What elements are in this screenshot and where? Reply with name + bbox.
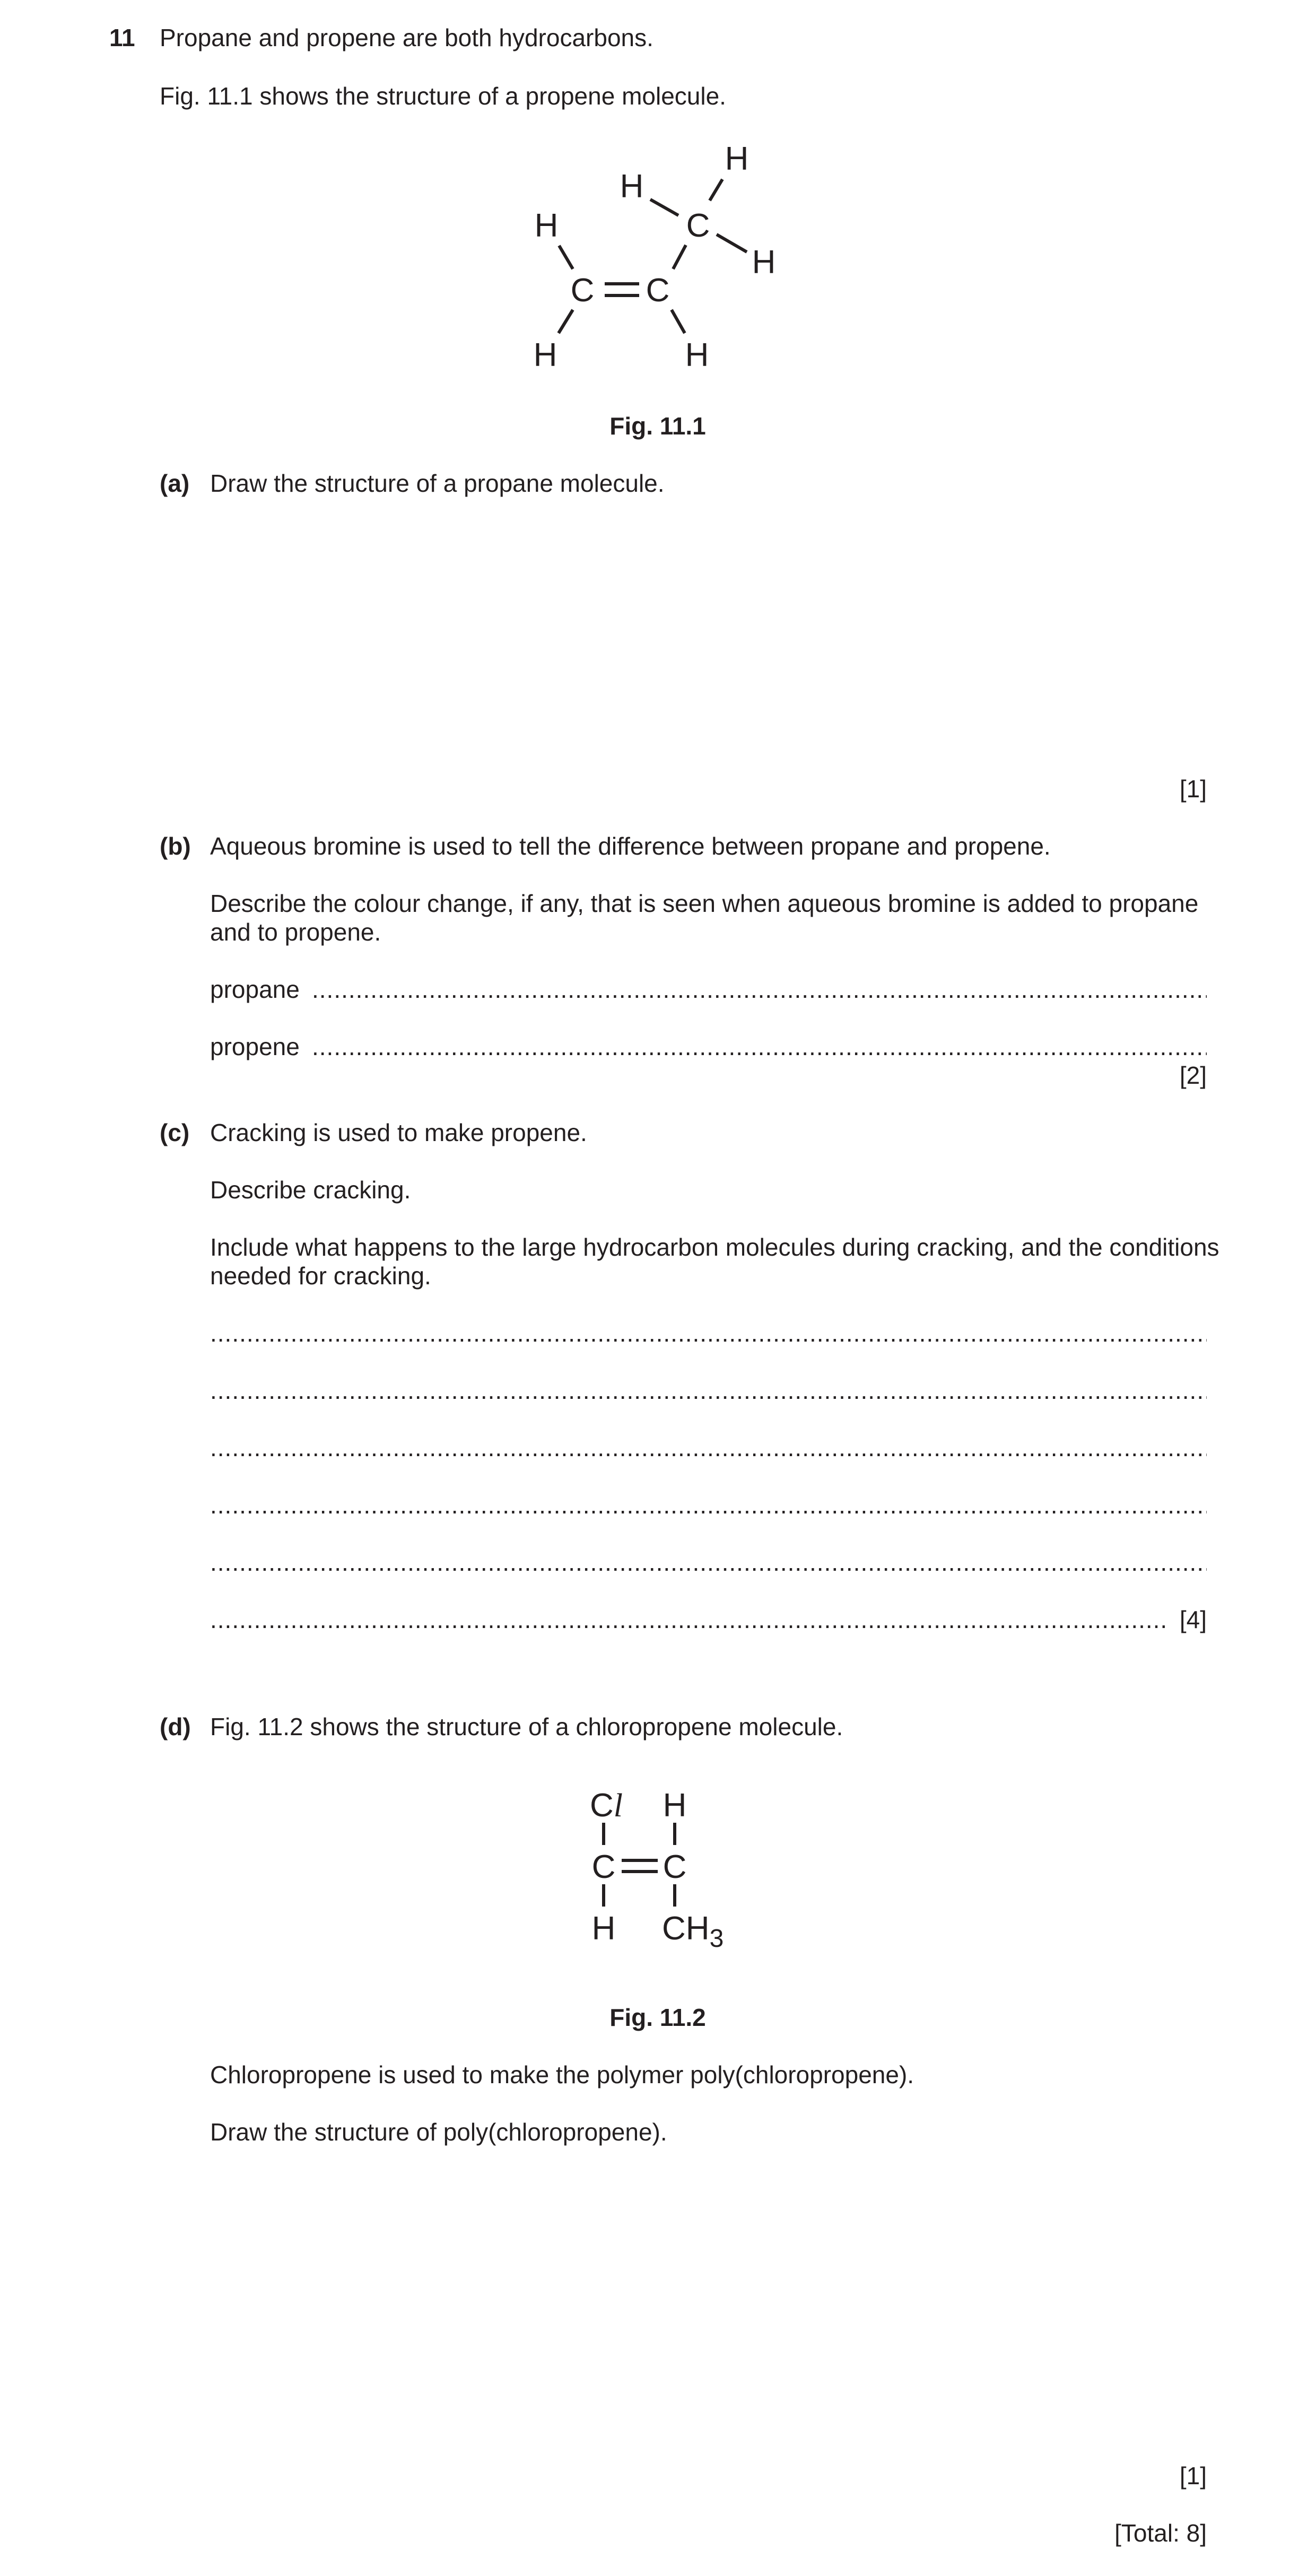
methyl-ch: CH [662,1910,710,1947]
hydrogen-right: H [752,244,776,281]
fig2-caption: Fig. 11.2 [609,2004,706,2031]
carbon-2: C [646,272,670,309]
part-c-text: Cracking is used to make propene. [210,1119,587,1146]
methyl-subscript: 3 [709,1925,724,1953]
part-d-text2: Chloropropene is used to make the polymer poly(chloropropene). [210,2061,914,2088]
part-d-label: (d) [160,1713,191,1740]
question-intro: Propane and propene are both hydrocarbons. [160,24,653,51]
hydrogen-top: H [663,1787,687,1824]
answer-label-propene: propene [210,1033,300,1060]
answer-line-c6[interactable] [210,1605,1165,1634]
part-b-text2-line2: and to propene. [210,918,381,946]
fig1-intro: Fig. 11.1 shows the structure of a propene molecule. [160,82,726,110]
part-c-text3-line2: needed for cracking. [210,1262,431,1290]
part-c-text2: Describe cracking. [210,1176,411,1204]
methyl-group [662,1910,724,1953]
part-c-text3-line1: Include what happens to the large hydrocarbon molecules during cracking, and the conditions [210,1233,1219,1261]
answer-line-c2[interactable] [210,1376,1207,1405]
hydrogen-top-left: H [620,168,644,205]
bond-c1-h [559,246,573,269]
bond-c1-h-lower [559,310,573,333]
bond-c2-c3 [673,245,686,269]
bond-c3-h-top-right [710,179,722,201]
part-b-label: (b) [160,832,191,860]
chloropropene-structure-diagram [573,1761,753,1963]
carbon-1: C [570,272,595,309]
total-marks: [Total: 8] [1114,2519,1207,2547]
propene-structure-diagram [509,133,796,387]
part-c-marks: [4] [1179,1606,1207,1633]
part-b-text: Aqueous bromine is used to tell the difference between propane and propene. [210,832,1051,860]
carbon-right: C [663,1849,687,1885]
chlorine-l: l [613,1788,623,1824]
bond-c2-h-lower [672,310,685,333]
answer-line-c3[interactable] [210,1433,1207,1462]
part-a-text: Draw the structure of a propane molecule. [210,469,665,497]
part-d-marks: [1] [1179,2462,1207,2490]
part-a-label: (a) [160,469,190,497]
answer-line-propene[interactable] [312,1032,1207,1061]
question-number: 11 [109,24,135,51]
bond-c3-h-right [717,234,747,252]
part-b-text2-line1: Describe the colour change, if any, that is seen when aqueous bromine is added to propane [210,890,1199,917]
hydrogen-lower-right: H [685,337,709,373]
carbon-3: C [686,207,710,244]
hydrogen-bottom: H [591,1910,616,1947]
hydrogen-upper-left: H [534,207,559,244]
bond-c3-h-top-left [650,199,678,215]
part-a-marks: [1] [1179,775,1207,803]
answer-line-propane[interactable] [312,975,1207,1004]
answer-line-c5[interactable] [210,1548,1207,1577]
carbon-left: C [591,1849,616,1885]
part-d-text: Fig. 11.2 shows the structure of a chloropropene molecule. [210,1713,843,1740]
hydrogen-lower-left: H [533,337,557,373]
fig1-caption: Fig. 11.1 [609,412,706,440]
answer-line-c1[interactable] [210,1319,1207,1347]
part-d-text3: Draw the structure of poly(chloropropene). [210,2118,667,2146]
chlorine-c: C [590,1787,614,1824]
chlorine-atom [590,1787,623,1824]
answer-line-c4[interactable] [210,1491,1207,1519]
part-c-label: (c) [160,1119,190,1146]
hydrogen-top-right: H [725,141,749,177]
answer-label-propane: propane [210,976,300,1003]
part-b-marks: [2] [1179,1061,1207,1089]
